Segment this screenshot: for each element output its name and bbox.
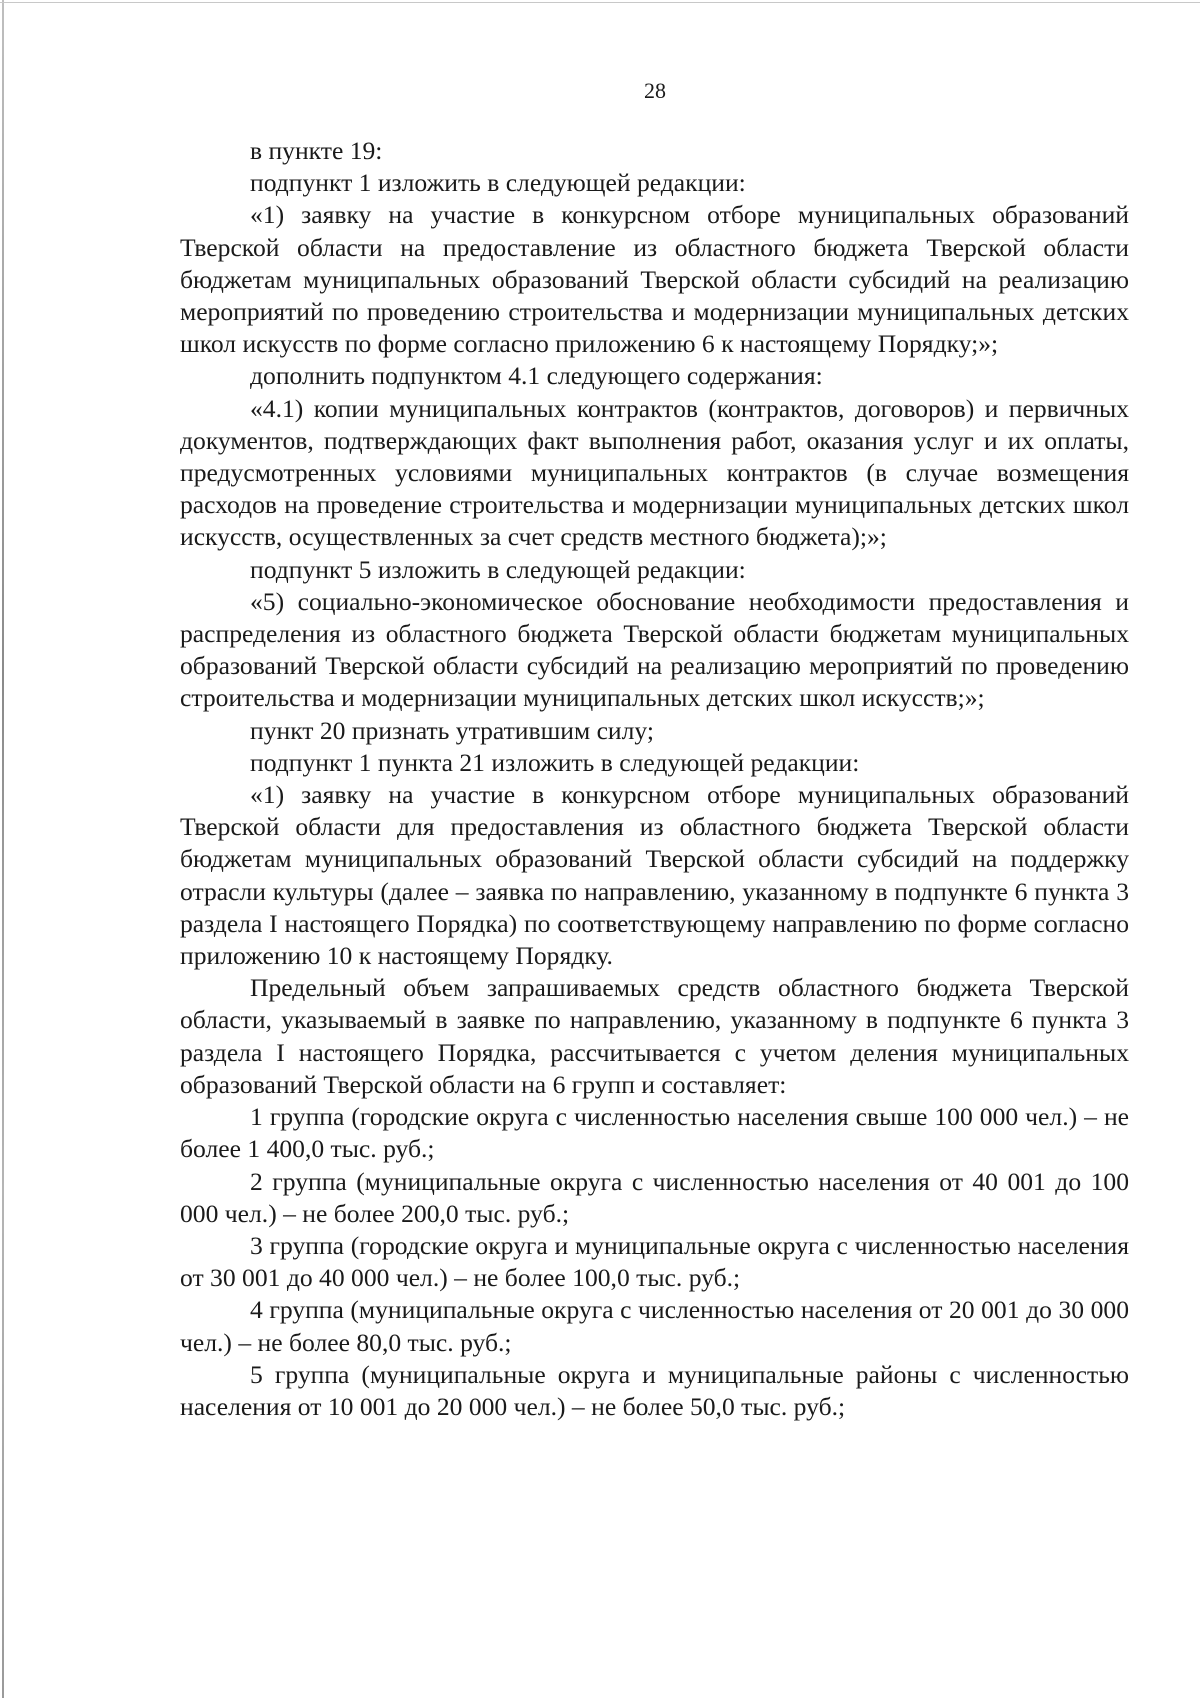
scan-left-edge — [2, 0, 4, 1698]
paragraph: Предельный объем запрашиваемых средств областного бюджета Тверской области, указываемый в заявке по направлению, указанному в подпункте 6 пункта 3 раздела I настоящего Порядка, рассчитывается с учетом деления муниципальных образований Тверской области на 6 групп и составляет: — [180, 973, 1129, 1099]
paragraph: дополнить подпунктом 4.1 следующего содержания: — [250, 361, 823, 391]
paragraph: 4 группа (муниципальные округа с численностью населения от 20 001 до 30 000 чел.) – не более 80,0 тыс. руб.; — [180, 1295, 1129, 1357]
paragraph: пункт 20 признать утратившим силу; — [250, 715, 654, 745]
paragraph: в пункте 19: — [250, 136, 383, 165]
paragraph: 1 группа (городские округа с численностью населения свыше 100 000 чел.) – не более 1 400,0 тыс. руб.; — [180, 1102, 1129, 1164]
paragraph: «1) заявку на участие в конкурсном отборе муниципальных образований Тверской области на предоставление из областного бюджета Тверской области бюджетам муниципальных образований Тверской области субсидий на реализацию мероприятий по проведению строительства и модернизации муниципальных детских школ искусств по форме согласно приложению 6 к настоящему Порядку;»; — [180, 200, 1129, 359]
page-number: 28 — [644, 78, 666, 103]
paragraph: «5) социально-экономическое обоснование необходимости предоставления и распределения из областного бюджета Тверской области бюджетам муниципальных образований Тверской области субсидий на реализацию мероприятий по проведению строительства и модернизации муниципальных детских школ искусств;»; — [180, 586, 1129, 713]
paragraph: 2 группа (муниципальные округа с численностью населения от 40 001 до 100 000 чел.) – не более 200,0 тыс. руб.; — [180, 1166, 1129, 1228]
paragraph: 5 группа (муниципальные округа и муниципальные районы с численностью населения от 10 001 до 20 000 чел.) – не более 50,0 тыс. руб.; — [180, 1359, 1129, 1421]
paragraph: подпункт 1 пункта 21 изложить в следующей редакции: — [250, 747, 860, 777]
paragraph: подпункт 1 изложить в следующей редакции: — [250, 168, 746, 198]
paragraph: 3 группа (городские округа и муниципальные округа с численностью населения от 30 001 до 40 000 чел.) – не более 100,0 тыс. руб.; — [180, 1230, 1129, 1293]
scan-top-edge — [0, 2, 1200, 3]
paragraph: подпункт 5 изложить в следующей редакции: — [250, 554, 746, 584]
document-body — [180, 135, 1129, 1423]
paragraph: «4.1) копии муниципальных контрактов (контрактов, договоров) и первичных документов, подтверждающих факт выполнения работ, оказания услуг и их оплаты, предусмотренных условиями муниципальных контрактов (в случае возмещения расходов на проведение строительства и модернизации муниципальных детских школ искусств, осуществленных за счет средств местного бюджета);»; — [180, 393, 1129, 552]
paragraph: «1) заявку на участие в конкурсном отборе муниципальных образований Тверской области для предоставления из областного бюджета Тверской области бюджетам муниципальных образований Тверской области субсидий на поддержку отрасли культуры (далее – заявка по направлению, указанному в подпункте 6 пункта 3 раздела I настоящего Порядка) по соответствующему направлению по форме согласно приложению 10 к настоящему Порядку. — [180, 780, 1129, 971]
